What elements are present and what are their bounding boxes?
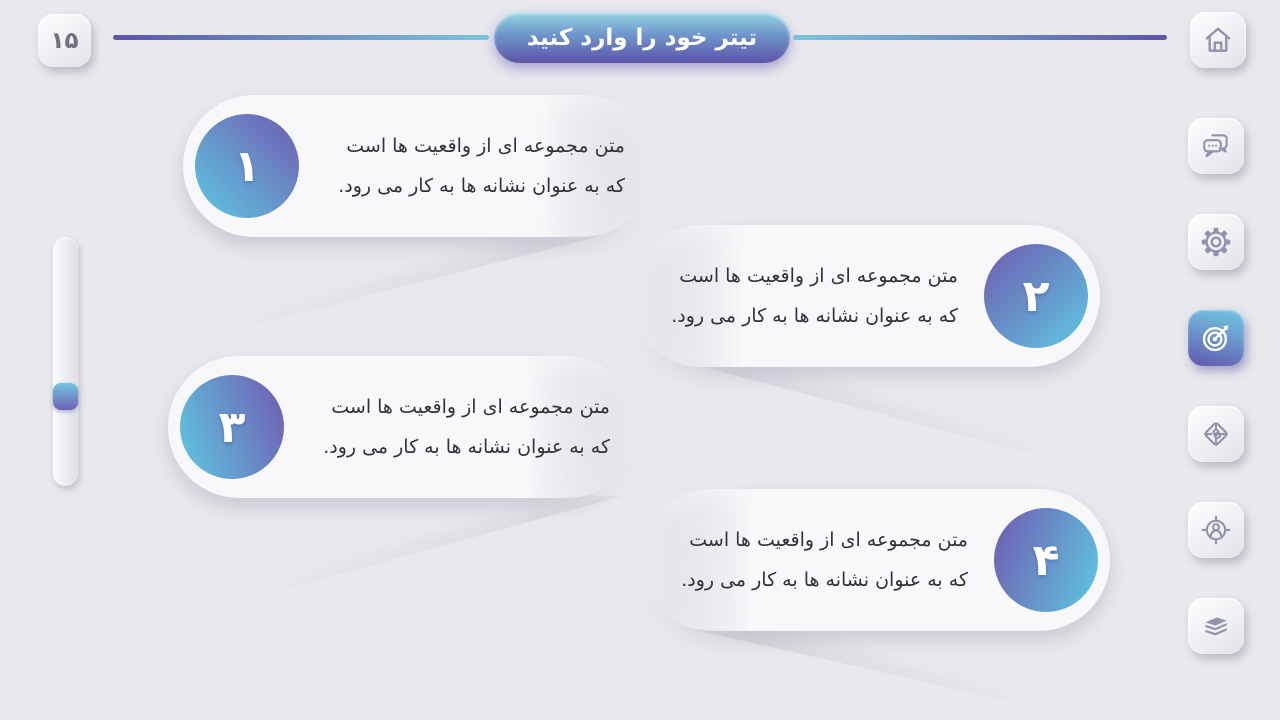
- puzzle-pieces-icon: [1200, 418, 1232, 450]
- fact-text-3[interactable]: متن مجموعه ای از واقعیت ها است که به عنوان نشانه ها به کار می رود.: [323, 396, 610, 458]
- audience-target-icon: [1200, 514, 1232, 546]
- slide-number-value: ۱۵: [50, 27, 79, 54]
- vertical-slider-thumb[interactable]: [53, 383, 78, 410]
- home-button[interactable]: [1190, 12, 1246, 68]
- sidebar-item-comments[interactable]: [1188, 118, 1244, 174]
- sidebar-item-puzzle[interactable]: [1188, 406, 1244, 462]
- fact-card-4: [640, 489, 1110, 631]
- sidebar-item-settings[interactable]: [1188, 214, 1244, 270]
- number-badge-2: ۲: [984, 244, 1088, 348]
- fold-shadow-1: [196, 236, 600, 340]
- fact-text-2[interactable]: متن مجموعه ای از واقعیت ها است که به عنوان نشانه ها به کار می رود.: [671, 265, 958, 327]
- number-badge-4: ۴: [994, 508, 1098, 612]
- fold-shadow-3: [240, 496, 622, 602]
- number-badge-1: ۱: [195, 114, 299, 218]
- vertical-slider-track[interactable]: [53, 237, 78, 486]
- slide-title-text: تیتر خود را وارد کنید: [526, 24, 758, 51]
- fact-text-1[interactable]: متن مجموعه ای از واقعیت ها است که به عنوان نشانه ها به کار می رود.: [338, 135, 625, 197]
- home-icon: [1202, 24, 1234, 56]
- number-badge-3: ۳: [180, 375, 284, 479]
- gear-icon: [1200, 226, 1232, 258]
- sidebar-item-audience[interactable]: [1188, 502, 1244, 558]
- fact-card-1: [183, 95, 653, 237]
- header-divider-right: [793, 35, 1167, 40]
- slide-title-placeholder[interactable]: [494, 12, 790, 63]
- sidebar-item-goal-active[interactable]: [1188, 310, 1244, 366]
- target-dart-icon: [1200, 322, 1232, 354]
- fold-shadow-4: [692, 629, 1092, 720]
- fold-shadow-2: [692, 364, 1092, 470]
- slide-number-badge: [38, 14, 91, 67]
- header-divider-left: [113, 35, 489, 40]
- chat-bubbles-icon: [1200, 130, 1232, 162]
- fact-text-4[interactable]: متن مجموعه ای از واقعیت ها است که به عنوان نشانه ها به کار می رود.: [681, 529, 968, 591]
- sidebar-item-library[interactable]: [1188, 598, 1244, 654]
- books-stack-icon: [1200, 610, 1232, 642]
- fact-card-2: [630, 225, 1100, 367]
- fact-card-3: [168, 356, 638, 498]
